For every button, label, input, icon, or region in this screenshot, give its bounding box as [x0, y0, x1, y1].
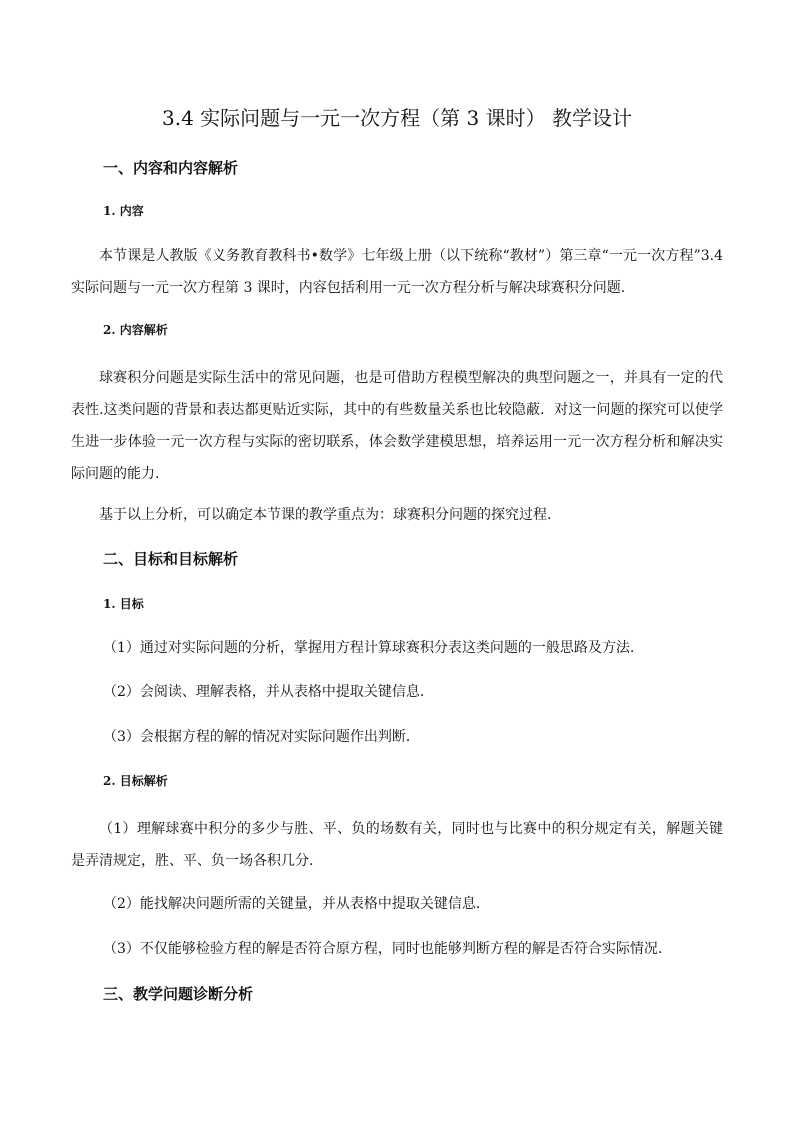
content-analysis-paragraph: 球赛积分问题是实际生活中的常见问题，也是可借助方程模型解决的典型问题之一，并具有一定的代表性.这类问题的背景和表达都更贴近实际，其中的有些数量关系也比较隐蔽．对这一问题的探究可以使学生进一步体验一元一次方程与实际的密切联系，体会数学建模思想，培养运用一元一次方程分析和解决实际问题的能力.: [71, 370, 723, 482]
goal-analysis-item-2: （2）能找解决问题所需的关键量，并从表格中提取关键信息．: [103, 896, 490, 912]
document-title: 3.4 实际问题与一元一次方程（第 3 课时） 教学设计: [162, 106, 632, 130]
teaching-focus-paragraph: 基于以上分析，可以确定本节课的教学重点为：球赛积分问题的探究过程．: [99, 507, 561, 523]
section-heading-goals: 二、目标和目标解析: [103, 550, 239, 568]
goal-analysis-item-3: （3）不仅能够检验方程的解是否符合原方程，同时也能够判断方程的解是否符合实际情况．: [103, 941, 672, 957]
goal-item-1: （1）通过对实际问题的分析，掌握用方程计算球赛积分表这类问题的一般思路及方法.: [103, 640, 635, 656]
section-heading-diagnosis: 三、教学问题诊断分析: [103, 985, 254, 1003]
section-heading-content: 一、内容和内容解析: [103, 159, 239, 177]
goal-analysis-item-1: （1）理解球赛中积分的多少与胜、平、负的场数有关，同时也与比赛中的积分规定有关，解题关键是弄清规定，胜、平、负一场各积几分.: [71, 821, 723, 869]
subsection-heading-content-analysis: 2. 内容解析: [103, 323, 168, 337]
goal-item-2: （2）会阅读、理解表格，并从表格中提取关键信息.: [103, 684, 425, 700]
subsection-heading-goal-analysis: 2. 目标解析: [103, 774, 168, 788]
subsection-heading-content: 1. 内容: [103, 204, 144, 218]
goal-item-3: （3）会根据方程的解的情况对实际问题作出判断．: [103, 729, 420, 745]
subsection-heading-goals: 1. 目标: [103, 597, 144, 611]
content-paragraph: 本节课是人教版《义务教育教科书•数学》七年级上册（以下统称“教材”）第三章“一元一次方程”3.4 实际问题与一元一次方程第 3 课时，内容包括利用一元一次方程分析与解决球赛积分问题.: [71, 248, 723, 296]
